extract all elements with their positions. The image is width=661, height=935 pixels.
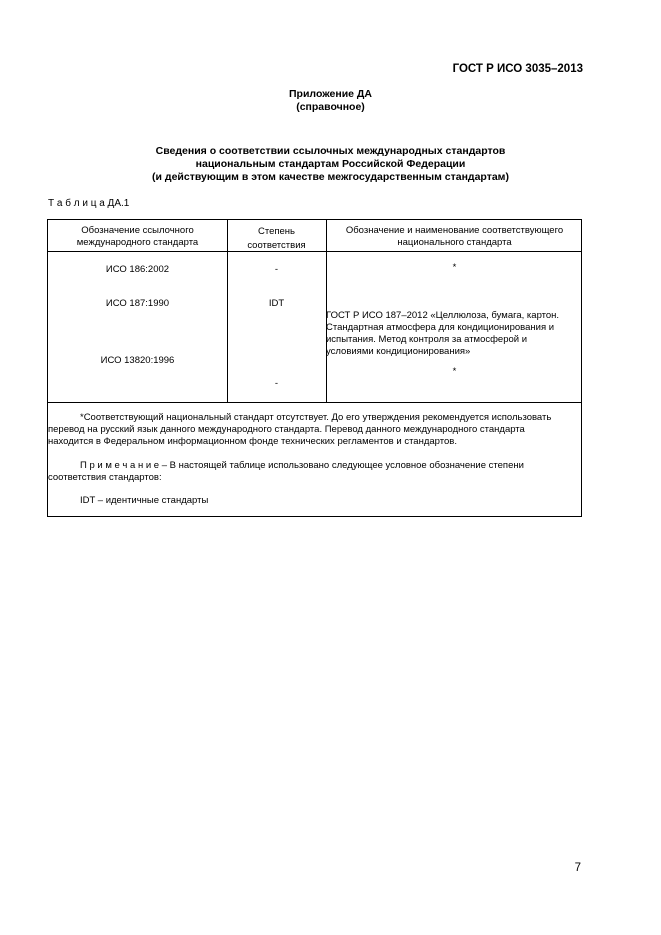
appendix-main-title bbox=[0, 145, 661, 184]
row1-national: * bbox=[452, 262, 457, 273]
table-footnote bbox=[48, 412, 583, 448]
row2-degree: IDT bbox=[268, 298, 285, 309]
row2-national-line2: Стандартная атмосфера для кондиционирования и bbox=[326, 322, 555, 333]
table-label: Т а б л и ц а ДА.1 bbox=[48, 198, 130, 209]
header-col2-line1: Степень bbox=[257, 226, 295, 237]
row2-national bbox=[326, 310, 583, 358]
appendix-title: Приложение ДА bbox=[289, 88, 372, 100]
row3-reference: ИСО 13820:1996 bbox=[100, 355, 175, 366]
header-col-degree bbox=[227, 225, 326, 253]
row1-reference: ИСО 186:2002 bbox=[105, 264, 170, 275]
row2-reference: ИСО 187:1990 bbox=[105, 298, 170, 309]
title-line-2: национальным стандартам Российской Федерации bbox=[195, 158, 466, 170]
note-idt-definition: IDT – идентичные стандарты bbox=[80, 495, 209, 506]
appendix-subtitle: (справочное) bbox=[296, 101, 365, 113]
row2-national-line1: ГОСТ Р ИСО 187–2012 «Целлюлоза, бумага, картон. bbox=[326, 310, 560, 321]
note-line1: П р и м е ч а н и е – В настоящей таблице использовано следующее условное обозначение степени bbox=[80, 460, 524, 471]
header-col-national bbox=[326, 225, 583, 249]
row2-national-line3: испытания. Метод контроля за атмосферой и bbox=[326, 334, 528, 345]
row3-national: * bbox=[452, 366, 457, 377]
body-divider bbox=[48, 402, 581, 403]
row3-degree: - bbox=[274, 378, 279, 389]
footnote-line1: *Соответствующий национальный стандарт отсутствует. До его утверждения рекомендуется использовать bbox=[80, 412, 552, 423]
header-col3-line1: Обозначение и наименование соответствующего bbox=[345, 225, 564, 236]
header-col-reference bbox=[48, 225, 227, 249]
appendix-heading bbox=[0, 88, 661, 114]
header-col3-line2: национального стандарта bbox=[397, 237, 512, 248]
standard-code: ГОСТ Р ИСО 3035–2013 bbox=[452, 63, 583, 75]
row2-national-line4: условиями кондиционирования» bbox=[326, 346, 471, 357]
note-line2: соответствия стандартов: bbox=[48, 472, 162, 483]
title-line-3: (и действующим в этом качестве межгосударственным стандартам) bbox=[152, 171, 509, 183]
table-note bbox=[48, 460, 583, 484]
footnote-line2: перевод на русский язык данного международного стандарта. Перевод данного международного стандарта bbox=[48, 424, 525, 435]
header-col1-line2: международного стандарта bbox=[76, 237, 199, 248]
header-col1-line1: Обозначение ссылочного bbox=[81, 225, 194, 236]
header-col2-line2: соответствия bbox=[247, 240, 306, 251]
page-number: 7 bbox=[574, 862, 581, 874]
title-line-1: Сведения о соответствии ссылочных международных стандартов bbox=[155, 145, 506, 157]
correspondence-table bbox=[47, 219, 582, 517]
row1-degree: - bbox=[274, 264, 279, 275]
footnote-line3: находится в Федеральном информационном фонде технических регламентов и стандартов. bbox=[48, 436, 457, 447]
